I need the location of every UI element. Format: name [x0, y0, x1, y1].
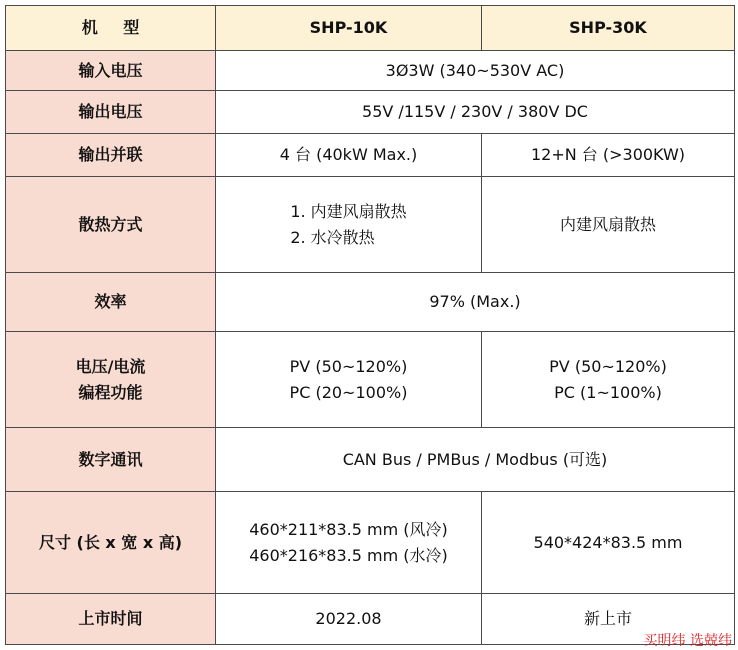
programmable-shp30k	[482, 332, 735, 428]
output-voltage-value: 55V /115V / 230V / 380V DC	[216, 91, 735, 134]
communication-label: 数字通讯	[6, 428, 216, 492]
output-parallel-label: 输出并联	[6, 134, 216, 177]
communication-value: CAN Bus / PMBus / Modbus (可选)	[216, 428, 735, 492]
model-header-cell	[6, 6, 216, 51]
cooling-shp30k: 内建风扇散热	[482, 177, 735, 273]
brand-watermark: 买明纬 选兢纬	[643, 633, 732, 649]
programmable-shp30k-pc: PC (1~100%)	[554, 382, 662, 402]
table-row-communication	[6, 428, 735, 492]
table-row-cooling	[6, 177, 735, 273]
table-row-output-parallel	[6, 134, 735, 177]
model-shp30k-header: SHP-30K	[482, 6, 735, 51]
output-parallel-shp10k: 4 台 (40kW Max.)	[216, 134, 482, 177]
table-row-header	[6, 6, 735, 51]
output-parallel-shp30k: 12+N 台 (>300KW)	[482, 134, 735, 177]
dimensions-shp30k: 540*424*83.5 mm	[482, 492, 735, 594]
cooling-shp10k-line-2: 2. 水冷散热	[290, 227, 375, 247]
efficiency-label: 效率	[6, 273, 216, 332]
spec-table	[5, 5, 735, 645]
table-row-dimensions	[6, 492, 735, 594]
launch-shp10k: 2022.08	[216, 594, 482, 645]
cooling-shp10k	[216, 177, 482, 273]
table-row-output-voltage	[6, 91, 735, 134]
table-row-programmable	[6, 332, 735, 428]
programmable-shp30k-pv: PV (50~120%)	[549, 356, 667, 376]
efficiency-value: 97% (Max.)	[216, 273, 735, 332]
launch-shp30k: 新上市	[482, 594, 735, 645]
programmable-label-line-2: 编程功能	[78, 382, 143, 402]
programmable-label	[6, 332, 216, 428]
dimensions-shp10k-water: 460*216*83.5 mm (水冷)	[249, 545, 448, 565]
dimensions-shp10k-air: 460*211*83.5 mm (风冷)	[249, 519, 448, 539]
cooling-label: 散热方式	[6, 177, 216, 273]
model-shp10k-header: SHP-10K	[216, 6, 482, 51]
input-voltage-value: 3Ø3W (340~530V AC)	[216, 51, 735, 91]
table-row-input-voltage	[6, 51, 735, 91]
programmable-label-line-1: 电压/电流	[75, 356, 146, 376]
dimensions-shp10k	[216, 492, 482, 594]
table-row-launch	[6, 594, 735, 645]
cooling-shp10k-line-1: 1. 内建风扇散热	[290, 201, 407, 221]
model-header-label: 机型	[81, 18, 165, 37]
launch-label: 上市时间	[6, 594, 216, 645]
output-voltage-label: 输出电压	[6, 91, 216, 134]
programmable-shp10k-pc: PC (20~100%)	[289, 382, 408, 402]
dimensions-label: 尺寸 (长 x 宽 x 高)	[6, 492, 216, 594]
programmable-shp10k-pv: PV (50~120%)	[289, 356, 408, 376]
input-voltage-label: 输入电压	[6, 51, 216, 91]
table-row-efficiency	[6, 273, 735, 332]
cooling-shp10k-list	[290, 199, 406, 251]
programmable-shp10k	[216, 332, 482, 428]
